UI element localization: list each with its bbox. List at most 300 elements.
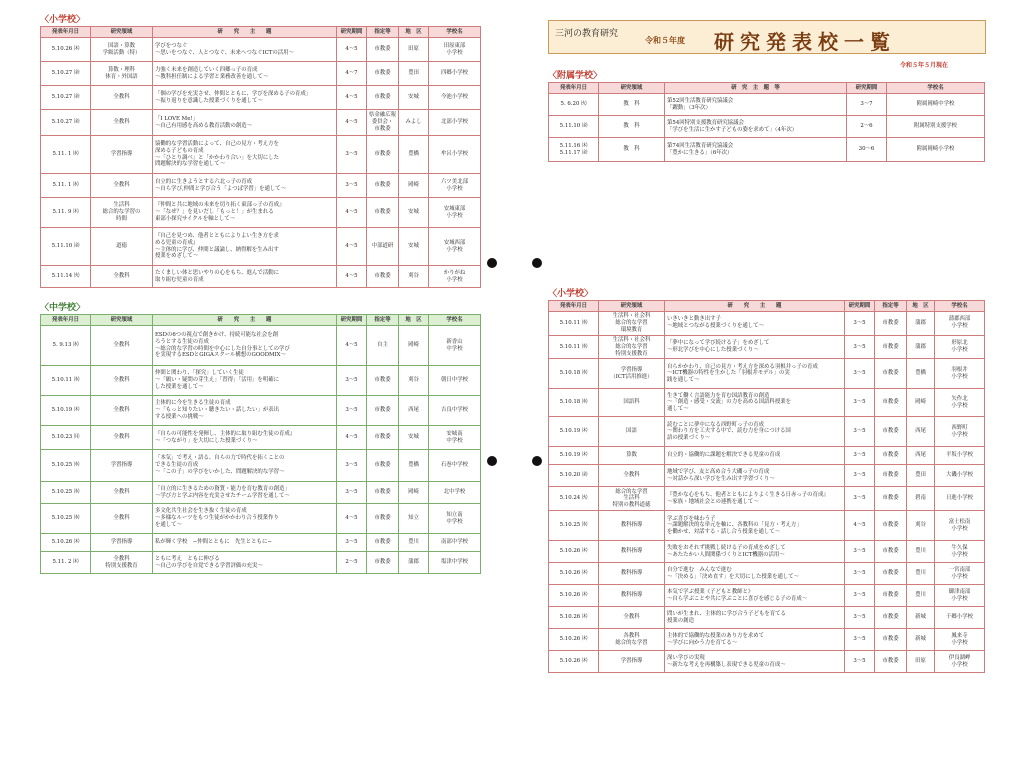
- cell-designation: 市教委: [875, 607, 907, 629]
- cell-field: 生活科・社会科 総合的な学習 環境教育: [599, 312, 665, 336]
- cell-school: 御津南部 小学校: [935, 585, 985, 607]
- cell-theme: 「個の学びを充実させ、仲間とともに、学びを深める子の育成」 〜振り返りを意識した授業づくりを通して〜: [153, 86, 337, 110]
- cell-school: 一宮南部 小学校: [935, 563, 985, 585]
- cell-area: 安城: [399, 86, 429, 110]
- cell-date: 5.10.26 ㈭: [549, 651, 599, 673]
- cell-theme: 「本気」で考え・語る、自らの力で時代を拓くことの できる生徒の育成 〜「この子」の学びをいかした、問題解決的な学習〜: [153, 450, 337, 482]
- cell-date: 5.10.25 ㈬: [41, 482, 91, 504]
- cell-theme: 本気で学ぶ授業《子どもと教師と》 〜自ら学ぶことや共に学ぶことに喜びを感じる子の育成〜: [665, 585, 845, 607]
- cell-theme: 『仲間と共に地域の未来を切り拓く東部っ子の育成』 〜「なぜ？」を見いだし「もっと！」が生まれる 東部小探究サイクルを軸として〜: [153, 198, 337, 228]
- cell-date: 5.10.26 ㈭: [41, 38, 91, 62]
- cell-area: 岡崎: [399, 482, 429, 504]
- cell-field: 全教科: [599, 465, 665, 487]
- cell-school: 日進小学校: [935, 487, 985, 511]
- cell-school: 吉良中学校: [429, 396, 481, 426]
- cell-period: 30〜6: [847, 138, 887, 162]
- cell-designation: 市教委: [875, 389, 907, 417]
- cell-date: 5.10.25 ㈬: [41, 504, 91, 534]
- cell-designation: 市教委: [875, 359, 907, 389]
- cell-date: 5.10.27 ㈮: [41, 62, 91, 86]
- cell-designation: 市教委: [875, 541, 907, 563]
- cell-field: 教科指導: [599, 511, 665, 541]
- cell-period: 2〜6: [847, 116, 887, 138]
- cell-field: 全教科: [91, 86, 153, 110]
- cell-designation: 市教委: [367, 136, 399, 174]
- table-row: [41, 366, 481, 396]
- cell-period: 3〜5: [845, 607, 875, 629]
- cell-date: 5.10.11 ㈬: [549, 312, 599, 336]
- cell-theme: 仲間と関わり、「探究」していく生徒 〜「願い・疑問の芽生え」「習得」「活用」を明確に した授業を通して〜: [153, 366, 337, 396]
- header-date: 発表年月日: [41, 27, 91, 38]
- cell-area: 新城: [907, 607, 935, 629]
- cell-period: 3〜5: [845, 465, 875, 487]
- header-theme: 研 究 主 題: [153, 27, 337, 38]
- header-theme: 研 究 主 題: [153, 315, 337, 326]
- table-row: [549, 94, 985, 116]
- title-banner: [548, 20, 986, 54]
- cell-date: 5.10.26 ㈭: [41, 534, 91, 552]
- cell-theme: 第54回特別支援教育研究協議会 「学びを生活に生かす子どもの姿を求めて」（4年次）: [665, 116, 847, 138]
- cell-theme: 学ぶ喜びを味わう子 〜課題解決的な単元を軸に、各教科の「見方・考え方」 を働かせ、対話する・話し合う授業を通して〜: [665, 511, 845, 541]
- cell-field: 教 科: [599, 94, 665, 116]
- cell-theme: 自立的・協働的に課題を解決できる児童の育成: [665, 447, 845, 465]
- table-row: [41, 482, 481, 504]
- cell-area: 豊川: [907, 541, 935, 563]
- cell-designation: 市教委: [367, 534, 399, 552]
- cell-area: 新城: [907, 629, 935, 651]
- table-row: [41, 534, 481, 552]
- cell-area: 蒲郡: [907, 312, 935, 336]
- cell-designation: 市教委: [367, 450, 399, 482]
- cell-period: 4〜5: [337, 198, 367, 228]
- cell-theme: 第52回生活教育研究協議会 「躍動」（3年次）: [665, 94, 847, 116]
- cell-theme: 「夢中になって学び続ける子」をめざして 〜形北学びを中心にした授業づくり〜: [665, 335, 845, 359]
- section-title-elementary: 〈小学校〉: [40, 15, 86, 25]
- junior-high-table: [40, 314, 481, 574]
- cell-period: 3〜5: [845, 585, 875, 607]
- header-school: 学校名: [887, 83, 985, 94]
- banner-title: 研究発表校一覧: [714, 30, 896, 54]
- cell-field: 全教科: [91, 326, 153, 366]
- table-row: [41, 110, 481, 136]
- cell-period: 3〜5: [337, 366, 367, 396]
- table-row: [549, 447, 985, 465]
- table-row: [41, 426, 481, 450]
- cell-date: 5.10.11 ㈬: [549, 335, 599, 359]
- cell-area: 知立: [399, 504, 429, 534]
- cell-area: 安城: [399, 198, 429, 228]
- cell-date: 5.11.10 ㈮: [549, 116, 599, 138]
- header-date: 発表年月日: [549, 301, 599, 312]
- cell-school: 牛久保 小学校: [935, 541, 985, 563]
- table-row: [41, 62, 481, 86]
- cell-period: 3〜7: [847, 94, 887, 116]
- header-school: 学校名: [429, 27, 481, 38]
- cell-school: 新香山 中学校: [429, 326, 481, 366]
- cell-period: 3〜5: [337, 396, 367, 426]
- cell-date: 5.10.25 ㈬: [549, 511, 599, 541]
- cell-field: 全教科 特別支援教育: [91, 552, 153, 574]
- cell-designation: 市教委: [367, 482, 399, 504]
- cell-date: 5.10.26 ㈭: [549, 585, 599, 607]
- cell-period: 4〜5: [337, 86, 367, 110]
- cell-period: 3〜5: [845, 629, 875, 651]
- table-row: [549, 389, 985, 417]
- cell-area: 豊川: [907, 585, 935, 607]
- cell-date: 5.10.26 ㈭: [549, 541, 599, 563]
- cell-theme: 自らかかわり、自己の見方・考え方を深める羽根井っ子の育成 〜ICT機器の特性を生かした「羽根井モデル」の実 践を通して〜: [665, 359, 845, 389]
- cell-designation: 市教委: [367, 266, 399, 288]
- cell-area: 豊川: [399, 534, 429, 552]
- table-row: [549, 541, 985, 563]
- cell-area: 刈谷: [399, 266, 429, 288]
- cell-school: 千郷小学校: [935, 607, 985, 629]
- cell-date: 5.10.19 ㈭: [549, 447, 599, 465]
- cell-school: 大磯小学校: [935, 465, 985, 487]
- table-header-row: [549, 83, 985, 94]
- cell-area: みよし: [399, 110, 429, 136]
- table-row: [549, 417, 985, 447]
- as-of-date: 令和５年５月現在: [900, 62, 949, 69]
- table-row: [549, 629, 985, 651]
- table-row: [41, 86, 481, 110]
- cell-school: 田原東部 小学校: [429, 38, 481, 62]
- binding-hole: [532, 456, 542, 466]
- header-period: 研究期間: [845, 301, 875, 312]
- cell-theme: 「自立的に生きるための資質・能力を育む教育の創造」 〜学び方と学ぶ内容を充実させたチーム学習を通して〜: [153, 482, 337, 504]
- cell-period: 3〜5: [845, 563, 875, 585]
- cell-date: 5.11.16 ㈭ 5.11.17 ㈮: [549, 138, 599, 162]
- cell-designation: 市教委: [875, 487, 907, 511]
- table-row: [41, 396, 481, 426]
- cell-date: 5.10.27 ㈮: [41, 110, 91, 136]
- cell-date: 5. 9.13 ㈬: [41, 326, 91, 366]
- cell-field: 全教科: [91, 482, 153, 504]
- cell-date: 5. 6.20 ㈫: [549, 94, 599, 116]
- cell-period: 3〜5: [845, 389, 875, 417]
- header-field: 研究領域: [599, 301, 665, 312]
- cell-date: 5.10.26 ㈭: [549, 563, 599, 585]
- cell-date: 5.10.24 ㈫: [549, 487, 599, 511]
- cell-date: 5.10.23 ㈪: [41, 426, 91, 450]
- cell-theme: 読むことに夢中になる西野町っ子の育成 〜関わり方を工夫する中で、読む力を身につける国 語の授業づくり〜: [665, 417, 845, 447]
- header-field: 研究領域: [91, 27, 153, 38]
- banner-year: 令和５年度: [645, 35, 685, 45]
- cell-theme: 深い学びの実現 〜新たな考えを再構築し表現できる児童の育成〜: [665, 651, 845, 673]
- cell-period: 3〜5: [845, 651, 875, 673]
- table-row: [41, 326, 481, 366]
- cell-date: 5.10.19 ㈭: [41, 396, 91, 426]
- cell-school: 附属岡崎小学校: [887, 138, 985, 162]
- right-page: [548, 70, 984, 673]
- cell-theme: 生きて働く言語能力を育む国語教育の創造 〜「創造・感受・交流」の力を高める国語科授業を 通して〜: [665, 389, 845, 417]
- cell-school: 六ツ美北部 小学校: [429, 174, 481, 198]
- cell-period: 3〜5: [845, 541, 875, 563]
- cell-period: 3〜5: [337, 450, 367, 482]
- cell-designation: 市教委: [367, 86, 399, 110]
- elementary-table-right: [548, 300, 985, 673]
- cell-area: 蒲郡: [399, 552, 429, 574]
- header-theme: 研 究 主 題 等: [665, 83, 847, 94]
- header-designation: 指定等: [875, 301, 907, 312]
- cell-area: 安城: [399, 228, 429, 266]
- section-title-elementary-right: 〈小学校〉: [548, 289, 594, 299]
- cell-area: 豊橋: [907, 359, 935, 389]
- section-title-attached: 〈附属学校〉: [548, 71, 603, 81]
- cell-date: 5.10.26 ㈭: [549, 629, 599, 651]
- cell-school: 石巻中学校: [429, 450, 481, 482]
- cell-school: 伊良湖岬 小学校: [935, 651, 985, 673]
- cell-designation: 市教委: [367, 396, 399, 426]
- header-field: 研究領域: [91, 315, 153, 326]
- cell-designation: 市教委: [367, 504, 399, 534]
- cell-school: 北部小学校: [429, 110, 481, 136]
- cell-school: かりがね 小学校: [429, 266, 481, 288]
- cell-area: 豊橋: [399, 450, 429, 482]
- binding-hole: [487, 456, 497, 466]
- cell-school: 四郷小学校: [429, 62, 481, 86]
- table-row: [549, 585, 985, 607]
- cell-date: 5.11.10 ㈮: [41, 228, 91, 266]
- header-period: 研究期間: [337, 315, 367, 326]
- cell-theme: 主体的に今を生きる生徒の育成 〜「もっと知りたい・聴きたい・話したい」が表出 する授業への挑戦〜: [153, 396, 337, 426]
- table-header-row: [41, 27, 481, 38]
- cell-school: 牟呂小学校: [429, 136, 481, 174]
- cell-date: 5.11. 2 ㈭: [41, 552, 91, 574]
- cell-period: 4〜5: [337, 228, 367, 266]
- cell-theme: 協働的な学習活動によって、自己の見方・考え方を 深める子どもの育成 〜「ひとり調べ」と「かかわり合い」を大切にした 問題解決的な学習を通して〜: [153, 136, 337, 174]
- cell-period: 3〜5: [845, 312, 875, 336]
- cell-field: 生活科・社会科 総合的な学習 特別支援教育: [599, 335, 665, 359]
- cell-field: 学習指導: [599, 651, 665, 673]
- cell-theme: 自立的に生きようとする六北っ子の育成 〜自ら学び,仲間と学び合う「よつば学習」を通して〜: [153, 174, 337, 198]
- cell-theme: たくましい体と思いやりの心をもち、進んで活動に 取り組む児童の育成: [153, 266, 337, 288]
- cell-school: 羽根井 小学校: [935, 359, 985, 389]
- cell-area: 豊橋: [399, 136, 429, 174]
- cell-field: 全教科: [599, 607, 665, 629]
- cell-field: 教科指導: [599, 563, 665, 585]
- cell-area: 豊田: [399, 62, 429, 86]
- cell-area: 刈谷: [399, 366, 429, 396]
- cell-date: 5.11.14 ㈫: [41, 266, 91, 288]
- cell-period: 3〜5: [845, 487, 875, 511]
- left-page: [40, 14, 480, 574]
- header-date: 発表年月日: [549, 83, 599, 94]
- header-school: 学校名: [429, 315, 481, 326]
- attached-school-table: [548, 82, 985, 162]
- cell-date: 5.11. 1 ㈬: [41, 174, 91, 198]
- cell-area: 岡崎: [399, 174, 429, 198]
- cell-theme: いきいきと動き出す子 〜地域とつながる授業づくりを通して〜: [665, 312, 845, 336]
- cell-area: 田原: [399, 38, 429, 62]
- table-row: [549, 487, 985, 511]
- cell-designation: 市教委: [875, 312, 907, 336]
- cell-field: 全教科: [91, 266, 153, 288]
- cell-period: 3〜5: [337, 136, 367, 174]
- header-field: 研究領域: [599, 83, 665, 94]
- section-title-junior-high: 〈中学校〉: [40, 303, 86, 313]
- cell-field: 教 科: [599, 138, 665, 162]
- cell-field: 全教科: [91, 504, 153, 534]
- cell-period: 4〜5: [337, 504, 367, 534]
- cell-period: 4〜5: [845, 511, 875, 541]
- cell-designation: 中部道研: [367, 228, 399, 266]
- table-row: [549, 335, 985, 359]
- cell-field: 算数: [599, 447, 665, 465]
- cell-designation: 市教委: [367, 366, 399, 396]
- cell-field: 全教科: [91, 426, 153, 450]
- cell-school: 附属岡崎中学校: [887, 94, 985, 116]
- cell-designation: 市教委: [367, 38, 399, 62]
- header-area: 地 区: [399, 315, 429, 326]
- cell-field: 全教科: [91, 110, 153, 136]
- table-row: [41, 174, 481, 198]
- cell-field: 学習指導: [91, 450, 153, 482]
- binding-hole: [532, 258, 542, 268]
- cell-date: 5.11. 1 ㈬: [41, 136, 91, 174]
- cell-designation: 市教委: [875, 585, 907, 607]
- cell-field: 教科指導: [599, 541, 665, 563]
- cell-designation: 市教委: [875, 629, 907, 651]
- cell-period: 3〜5: [845, 417, 875, 447]
- cell-area: 豊川: [907, 563, 935, 585]
- cell-period: 4〜5: [337, 266, 367, 288]
- cell-theme: 『自己を見つめ、他者とともによりよい生き方を求 める児童の育成』 〜主体的に学び、仲間と議論し、納得解を生み出す 授業をめざして〜: [153, 228, 337, 266]
- table-row: [549, 607, 985, 629]
- header-designation: 指定等: [367, 315, 399, 326]
- cell-school: 塩津中学校: [429, 552, 481, 574]
- cell-date: 5.10.11 ㈬: [41, 366, 91, 396]
- cell-theme: 力強く未来を創造していく四郷っ子の育成 〜教科担任制による学習と業務改善を通して〜: [153, 62, 337, 86]
- cell-theme: 第74回生活教育研究協議会 「豊かに生きる」（6年次）: [665, 138, 847, 162]
- header-designation: 指定等: [367, 27, 399, 38]
- cell-field: 全教科: [91, 396, 153, 426]
- cell-designation: 市教委: [875, 651, 907, 673]
- cell-designation: 市教委: [875, 563, 907, 585]
- cell-school: 今池小学校: [429, 86, 481, 110]
- cell-school: 鳳来寺 小学校: [935, 629, 985, 651]
- cell-theme: ESDの6つの視点で創きかけ、持続可能な社会を創 ろうとする生徒の育成 〜総合的な学習の時間を中心にした自分事としての学び を実現するESDとGIGAスクール構想のGOODMIX〜: [153, 326, 337, 366]
- cell-area: 豊田: [907, 465, 935, 487]
- cell-field: 国語・算数 学級活動（特）: [91, 38, 153, 62]
- header-school: 学校名: [935, 301, 985, 312]
- cell-date: 5.10.20 ㈮: [549, 465, 599, 487]
- cell-school: 南部中学校: [429, 534, 481, 552]
- cell-school: 形原北 小学校: [935, 335, 985, 359]
- header-theme: 研 究 主 題: [665, 301, 845, 312]
- table-row: [41, 198, 481, 228]
- cell-designation: 市教委: [875, 447, 907, 465]
- cell-period: 3〜5: [337, 534, 367, 552]
- cell-period: 4〜7: [337, 62, 367, 86]
- cell-designation: 市教委: [367, 198, 399, 228]
- table-row: [549, 511, 985, 541]
- elementary-table: [40, 26, 481, 288]
- cell-field: 学習指導: [91, 534, 153, 552]
- cell-theme: 主体的で協働的な授業のあり方を求めて 〜学びに向かう力を育てる〜: [665, 629, 845, 651]
- table-row: [549, 116, 985, 138]
- cell-designation: 市教委: [367, 426, 399, 450]
- cell-field: 全教科: [91, 366, 153, 396]
- cell-area: 岡崎: [399, 326, 429, 366]
- table-header-row: [41, 315, 481, 326]
- table-row: [41, 552, 481, 574]
- cell-date: 5.10.18 ㈬: [549, 359, 599, 389]
- table-row: [41, 266, 481, 288]
- cell-field: 国語: [599, 417, 665, 447]
- header-area: 地 区: [907, 301, 935, 312]
- cell-date: 5.10.19 ㈭: [549, 417, 599, 447]
- cell-area: 田原: [907, 651, 935, 673]
- cell-theme: ともに考え ともに伸びる 〜自己の学びを自覚できる学習評価の充実〜: [153, 552, 337, 574]
- cell-designation: 市教委: [367, 552, 399, 574]
- banner-series-label: 三河の教育研究: [555, 29, 619, 39]
- cell-school: 知立南 中学校: [429, 504, 481, 534]
- cell-school: 西野町 小学校: [935, 417, 985, 447]
- binding-hole: [487, 258, 497, 268]
- table-header-row: [549, 301, 985, 312]
- cell-designation: 市教委: [875, 511, 907, 541]
- table-row: [41, 38, 481, 62]
- cell-date: 5.10.27 ㈮: [41, 86, 91, 110]
- cell-school: 北中学校: [429, 482, 481, 504]
- cell-designation: 市教委: [875, 465, 907, 487]
- table-row: [549, 312, 985, 336]
- cell-field: 教科指導: [599, 585, 665, 607]
- header-area: 地 区: [399, 27, 429, 38]
- cell-field: 生活科 総合的な学習の 時間: [91, 198, 153, 228]
- cell-area: 岡崎: [907, 389, 935, 417]
- table-row: [549, 359, 985, 389]
- cell-theme: 地域で学び、友と高め合う大磯っ子の育成 〜対話から深い学びを生み出す学習づくり〜: [665, 465, 845, 487]
- cell-theme: 「I LOVE Me!」 〜自己有用感を高める教育活動の創造〜: [153, 110, 337, 136]
- cell-period: 3〜5: [337, 482, 367, 504]
- cell-designation: 市教委: [875, 335, 907, 359]
- table-row: [41, 228, 481, 266]
- cell-field: 全教科: [91, 174, 153, 198]
- cell-designation: 市教委: [367, 174, 399, 198]
- cell-area: 安城: [399, 426, 429, 450]
- cell-school: 平坂小学校: [935, 447, 985, 465]
- table-row: [41, 504, 481, 534]
- cell-school: 矢作北 小学校: [935, 389, 985, 417]
- cell-period: 3〜5: [337, 174, 367, 198]
- cell-school: 安城西部 小学校: [429, 228, 481, 266]
- cell-designation: 市教委: [875, 417, 907, 447]
- cell-date: 5.11. 9 ㈭: [41, 198, 91, 228]
- cell-period: 3〜5: [845, 447, 875, 465]
- cell-theme: 『豊かな心をもち、他者とともによりよく生きる日赤っ子の育成』 〜家族・地域社会との連携を通して〜: [665, 487, 845, 511]
- cell-field: 算数・理科 体育・外国語: [91, 62, 153, 86]
- cell-field: 道徳: [91, 228, 153, 266]
- cell-period: 4〜5: [337, 38, 367, 62]
- cell-area: 刈谷: [907, 511, 935, 541]
- cell-field: 学習指導 （ICT活用推進）: [599, 359, 665, 389]
- cell-date: 5.10.18 ㈬: [549, 389, 599, 417]
- cell-theme: 失敗をおそれず挑戦し続ける子の育成をめざして 〜あたたかい人間関係づくりとICT機器の活用〜: [665, 541, 845, 563]
- table-row: [549, 138, 985, 162]
- cell-theme: 私が輝く学校 −仲間とともに 先生とともに−: [153, 534, 337, 552]
- cell-field: 総合的な学習 生活科 特別の教科道徳: [599, 487, 665, 511]
- header-period: 研究期間: [337, 27, 367, 38]
- cell-field: 国語科: [599, 389, 665, 417]
- header-date: 発表年月日: [41, 315, 91, 326]
- cell-area: 西尾: [399, 396, 429, 426]
- cell-school: 附属特別支援学校: [887, 116, 985, 138]
- cell-school: 朝日中学校: [429, 366, 481, 396]
- cell-theme: 自分で進む みんなで進む 〜「決める」「決め直す」を大切にした授業を通して〜: [665, 563, 845, 585]
- cell-school: 安城南 中学校: [429, 426, 481, 450]
